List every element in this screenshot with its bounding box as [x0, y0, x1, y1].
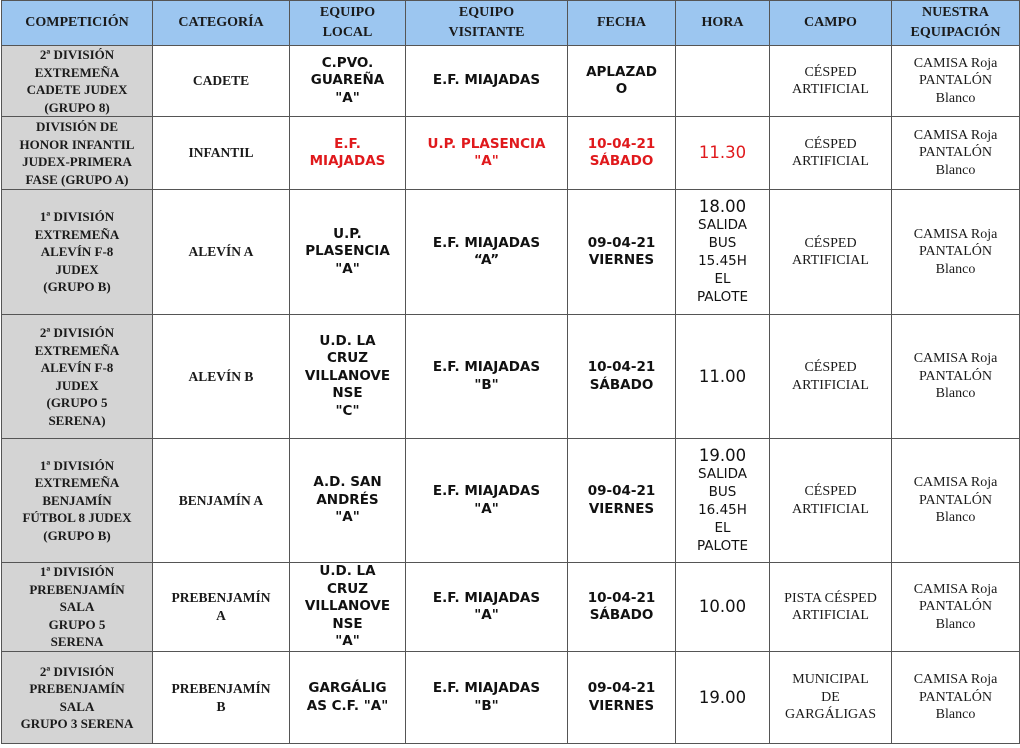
- header-fecha: FECHA: [568, 1, 676, 46]
- table-row: [2, 117, 1020, 190]
- kit-cell: CAMISA Roja PANTALÓN Blanco: [892, 439, 1020, 563]
- table-row: [2, 563, 1020, 652]
- header-equipacion: NUESTRA EQUIPACIÓN: [892, 1, 1020, 46]
- away-team-cell: U.P. PLASENCIA "A": [406, 117, 568, 190]
- table-row: [2, 652, 1020, 744]
- header-categoria: CATEGORÍA: [153, 1, 290, 46]
- home-team-cell: C.PVO. GUAREÑA "A": [290, 46, 406, 117]
- date-cell: 10-04-21 SÁBADO: [568, 117, 676, 190]
- home-team-cell: U.D. LA CRUZ VILLANOVE NSE "A": [290, 563, 406, 652]
- field-cell: CÉSPED ARTIFICIAL: [770, 46, 892, 117]
- field-cell: PISTA CÉSPED ARTIFICIAL: [770, 563, 892, 652]
- field-cell: CÉSPED ARTIFICIAL: [770, 315, 892, 439]
- category-cell: PREBENJAMÍN A: [153, 563, 290, 652]
- time-cell: 11.30: [676, 117, 770, 190]
- table-row: [2, 190, 1020, 315]
- date-cell: APLAZAD O: [568, 46, 676, 117]
- category-cell: PREBENJAMÍN B: [153, 652, 290, 744]
- competition-cell: 1ª DIVISIÓN PREBENJAMÍN SALA GRUPO 5 SERENA: [2, 563, 153, 652]
- competition-cell: 1ª DIVISIÓN EXTREMEÑA BENJAMÍN FÚTBOL 8 JUDEX (GRUPO B): [2, 439, 153, 563]
- table-row: [2, 315, 1020, 439]
- date-cell: 10-04-21 SÁBADO: [568, 563, 676, 652]
- kit-cell: CAMISA Roja PANTALÓN Blanco: [892, 652, 1020, 744]
- kit-cell: CAMISA Roja PANTALÓN Blanco: [892, 190, 1020, 315]
- away-team-cell: E.F. MIAJADAS "B": [406, 652, 568, 744]
- away-team-cell: E.F. MIAJADAS "A": [406, 563, 568, 652]
- header-competicion: COMPETICIÓN: [2, 1, 153, 46]
- home-team-cell: A.D. SAN ANDRÉS "A": [290, 439, 406, 563]
- away-team-cell: E.F. MIAJADAS “A”: [406, 190, 568, 315]
- field-cell: CÉSPED ARTIFICIAL: [770, 117, 892, 190]
- kit-cell: CAMISA Roja PANTALÓN Blanco: [892, 117, 1020, 190]
- home-team-cell: GARGÁLIG AS C.F. "A": [290, 652, 406, 744]
- time-cell: 18.00 SALIDA BUS 15.45H EL PALOTE: [676, 190, 770, 315]
- date-cell: 10-04-21 SÁBADO: [568, 315, 676, 439]
- header-campo: CAMPO: [770, 1, 892, 46]
- field-cell: CÉSPED ARTIFICIAL: [770, 190, 892, 315]
- competition-cell: DIVISIÓN DE HONOR INFANTIL JUDEX-PRIMERA FASE (GRUPO A): [2, 117, 153, 190]
- category-cell: INFANTIL: [153, 117, 290, 190]
- competition-cell: 2ª DIVISIÓN PREBENJAMÍN SALA GRUPO 3 SERENA: [2, 652, 153, 744]
- time-cell: 11.00: [676, 315, 770, 439]
- schedule-table: [1, 0, 1020, 744]
- date-cell: 09-04-21 VIERNES: [568, 190, 676, 315]
- table-row: [2, 439, 1020, 563]
- header-hora: HORA: [676, 1, 770, 46]
- away-team-cell: E.F. MIAJADAS: [406, 46, 568, 117]
- time-cell: 10.00: [676, 563, 770, 652]
- field-cell: MUNICIPAL DE GARGÁLIGAS: [770, 652, 892, 744]
- header-row: [2, 1, 1020, 46]
- home-team-cell: U.P. PLASENCIA "A": [290, 190, 406, 315]
- competition-cell: 2ª DIVISIÓN EXTREMEÑA ALEVÍN F-8 JUDEX (GRUPO 5 SERENA): [2, 315, 153, 439]
- kit-cell: CAMISA Roja PANTALÓN Blanco: [892, 315, 1020, 439]
- home-team-cell: E.F. MIAJADAS: [290, 117, 406, 190]
- category-cell: ALEVÍN A: [153, 190, 290, 315]
- away-team-cell: E.F. MIAJADAS "A": [406, 439, 568, 563]
- time-cell: 19.00 SALIDA BUS 16.45H EL PALOTE: [676, 439, 770, 563]
- away-team-cell: E.F. MIAJADAS "B": [406, 315, 568, 439]
- field-cell: CÉSPED ARTIFICIAL: [770, 439, 892, 563]
- kit-cell: CAMISA Roja PANTALÓN Blanco: [892, 46, 1020, 117]
- header-equipo-visitante: EQUIPO VISITANTE: [406, 1, 568, 46]
- home-team-cell: U.D. LA CRUZ VILLANOVE NSE "C": [290, 315, 406, 439]
- kit-cell: CAMISA Roja PANTALÓN Blanco: [892, 563, 1020, 652]
- competition-cell: 2ª DIVISIÓN EXTREMEÑA CADETE JUDEX (GRUPO 8): [2, 46, 153, 117]
- table-row: [2, 46, 1020, 117]
- category-cell: BENJAMÍN A: [153, 439, 290, 563]
- category-cell: ALEVÍN B: [153, 315, 290, 439]
- header-equipo-local: EQUIPO LOCAL: [290, 1, 406, 46]
- date-cell: 09-04-21 VIERNES: [568, 652, 676, 744]
- category-cell: CADETE: [153, 46, 290, 117]
- time-cell: [676, 46, 770, 117]
- time-cell: 19.00: [676, 652, 770, 744]
- competition-cell: 1ª DIVISIÓN EXTREMEÑA ALEVÍN F-8 JUDEX (GRUPO B): [2, 190, 153, 315]
- date-cell: 09-04-21 VIERNES: [568, 439, 676, 563]
